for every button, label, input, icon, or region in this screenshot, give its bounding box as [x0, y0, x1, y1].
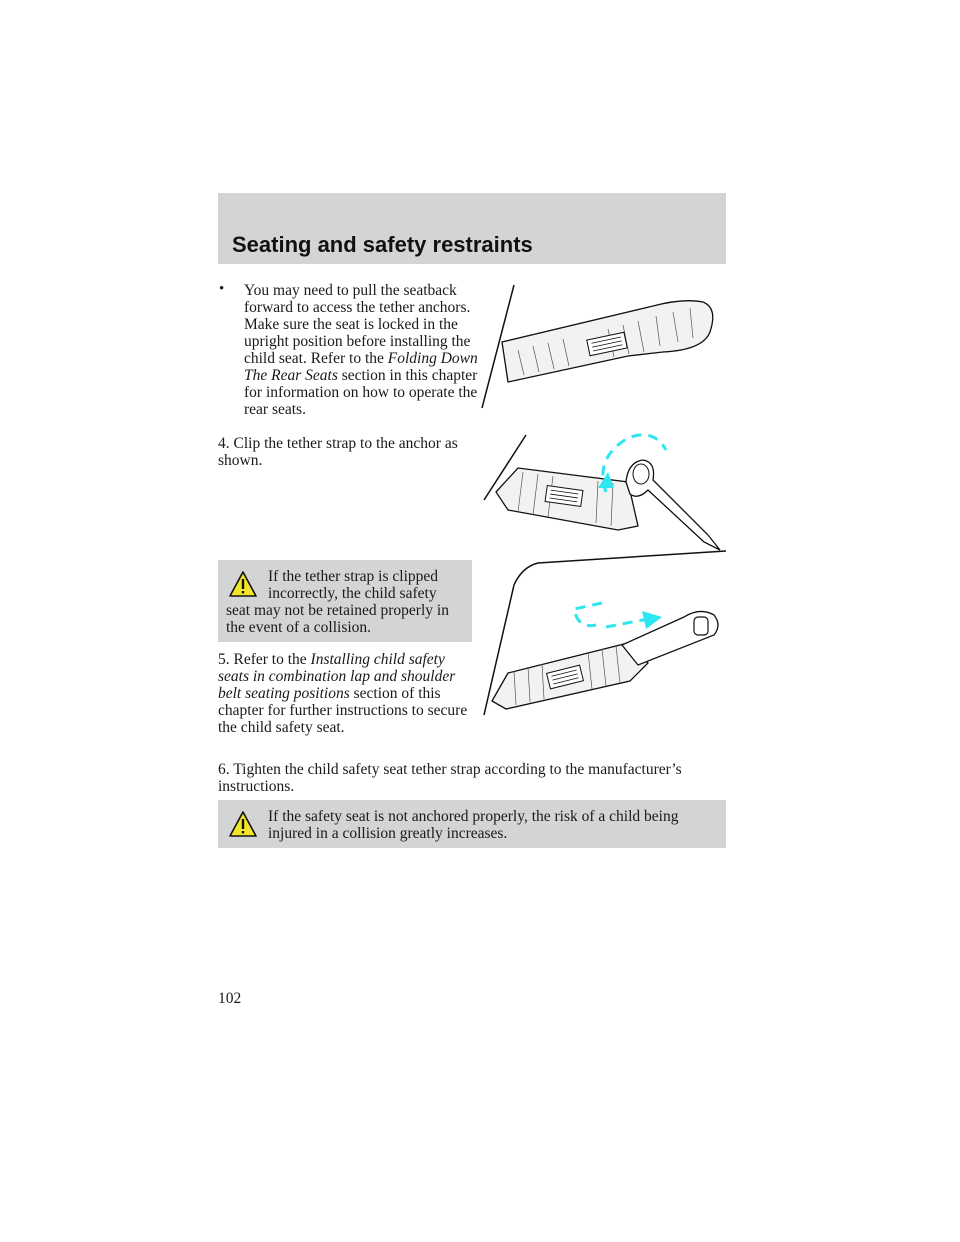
step-6-text: 6. Tighten the child safety seat tether strap according to the manufacturer’s instructions.	[218, 761, 682, 795]
warning-triangle-icon	[228, 570, 258, 598]
warning-2-text: If the safety seat is not anchored properly, the risk of a child being injured in a collision greatly increases.	[268, 808, 679, 842]
warning-1-text-b: seat may not be retained properly in the event of a collision.	[226, 602, 449, 636]
warning-box-1	[218, 560, 472, 642]
step-5-text-a: 5. Refer to the	[218, 651, 311, 668]
tether-strap-illustration	[478, 280, 728, 420]
bullet-reference-title: Folding Down The Rear Seats	[244, 350, 478, 384]
warning-1-text-a: If the tether strap is clipped incorrectly, the child safety	[268, 568, 439, 602]
step-5-reference-title: Installing child safety seats in combination lap and shoulder belt seating positions	[218, 651, 456, 702]
step-5-paragraph	[218, 651, 470, 736]
bullet-text-b: section in this chapter for information on how to operate the rear seats.	[244, 367, 478, 418]
bullet-text-a: You may need to pull the seatback forward to access the tether anchors. Make sure the seat is locked in the upright position before installing the child seat. Refer to the	[244, 282, 471, 367]
warning-triangle-icon	[228, 810, 258, 838]
warning-box-2	[218, 800, 726, 848]
step-4-text: 4. Clip the tether strap to the anchor as shown.	[218, 435, 458, 469]
page-number: 102	[218, 990, 242, 1007]
bullet-paragraph	[244, 282, 482, 418]
anchor-strap-illustration	[478, 545, 728, 720]
step-5-text-b: section of this chapter for further instructions to secure the child safety seat.	[218, 685, 468, 736]
section-title: Seating and safety restraints	[232, 232, 533, 257]
bullet-marker: •	[219, 281, 225, 297]
clip-to-anchor-illustration	[478, 430, 728, 555]
